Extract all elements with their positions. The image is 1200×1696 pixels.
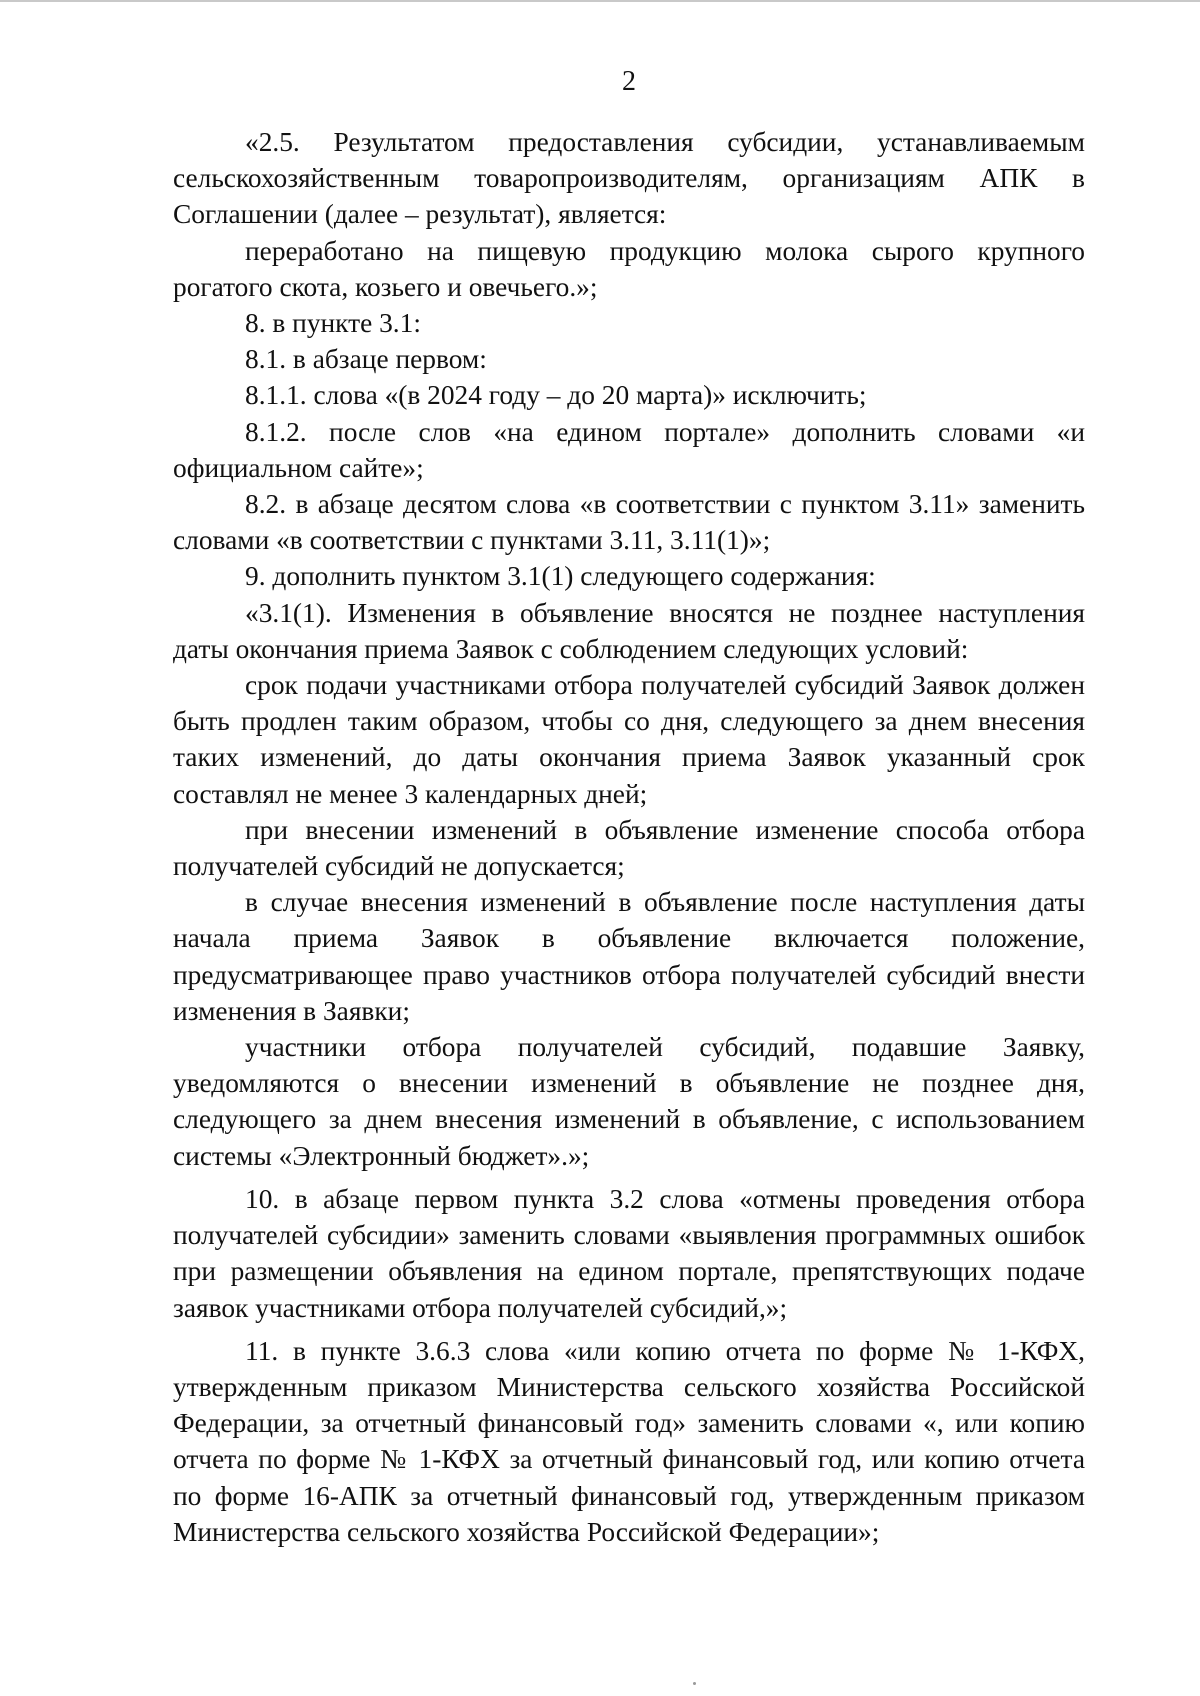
paragraph-2-5-result: «2.5. Результатом предоставления субсидии, устанавливаемым сельскохозяйственным товаропроизводителям, организациям АПК в Соглашении (далее – результат), является: xyxy=(173,127,1085,230)
paragraph-participant-notice: участники отбора получателей субсидий, подавшие Заявку, уведомляются о внесении изменений в объявление не позднее дня, следующего за днем внесения изменений в объявление, с использованием системы «Электронный бюджет».»; xyxy=(173,1032,1085,1171)
paragraph-deadline-extension: срок подачи участниками отбора получателей субсидий Заявок должен быть продлен таким образом, чтобы со дня, следующего за днем внесения таких изменений, до даты окончания приема Заявок указанный срок составлял не менее 3 календарных дней; xyxy=(173,670,1085,809)
paragraph-item-10: 10. в абзаце первом пункта 3.2 слова «отмены проведения отбора получателей субсидии» заменить словами «выявления программных ошибок при размещении объявления на едином портале, препятствующих подаче заявок участниками отбора получателей субсидий,»; xyxy=(173,1183,1085,1323)
scan-speck xyxy=(693,1682,696,1685)
paragraph-item-8-1-2: 8.1.2. после слов «на едином портале» дополнить словами «и официальном сайте»; xyxy=(173,416,1085,483)
paragraph-item-8: 8. в пункте 3.1: xyxy=(245,308,421,339)
paragraph-item-8-1: 8.1. в абзаце первом: xyxy=(245,344,487,375)
paragraph-item-11: 11. в пункте 3.6.3 слова «или копию отчета по форме № 1-КФХ, утвержденным приказом Министерства сельского хозяйства Российской Федерации, за отчетный финансовый год» заменить словами «, или копию отчета по форме № 1-КФХ за отчетный финансовый год, или копию отчета по форме 16-АПК за отчетный финансовый год, утвержденным приказом Министерства сельского хозяйства Российской Федерации»; xyxy=(173,1335,1085,1547)
paragraph-item-8-2: 8.2. в абзаце десятом слова «в соответствии с пунктом 3.11» заменить словами «в соответствии с пунктами 3.11, 3.11(1)»; xyxy=(173,489,1085,556)
paragraph-processed-milk: переработано на пищевую продукцию молока сырого крупного рогатого скота, козьего и овечьего.»; xyxy=(173,235,1085,302)
paragraph-method-change: при внесении изменений в объявление изменение способа отбора получателей субсидий не допускается; xyxy=(173,814,1085,882)
paragraph-application-changes: в случае внесения изменений в объявление после наступления даты начала приема Заявок в объявление включается положение, предусматривающее право участников отбора получателей субсидий внести изменения в Заявки; xyxy=(173,887,1085,1026)
document-body xyxy=(173,124,1085,1550)
paragraph-item-9: 9. дополнить пунктом 3.1(1) следующего содержания: xyxy=(245,561,876,592)
paragraph-3-1-1-changes: «3.1(1). Изменения в объявление вносятся не позднее наступления даты окончания приема Заявок с соблюдением следующих условий: xyxy=(173,597,1085,664)
scan-top-edge xyxy=(0,0,1200,2)
page-number: 2 xyxy=(622,66,636,97)
paragraph-item-8-1-1: 8.1.1. слова «(в 2024 году – до 20 марта)» исключить; xyxy=(245,380,867,411)
